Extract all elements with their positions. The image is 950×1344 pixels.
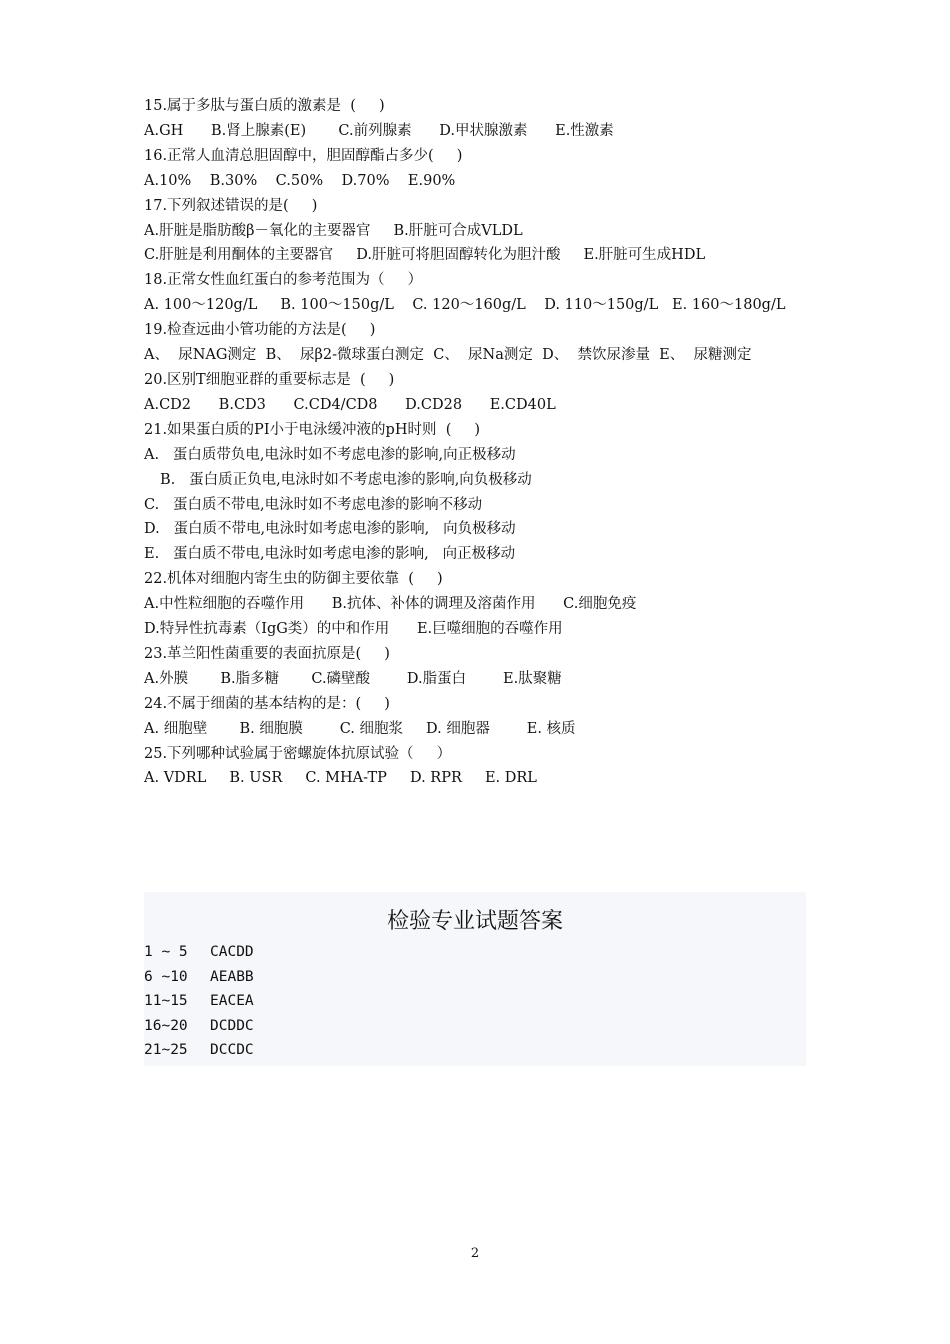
- answer-row: [144, 1038, 806, 1063]
- answer-row: [144, 989, 806, 1014]
- options-20: A.CD2 B.CD3 C.CD4/CD8 D.CD28 E.CD40L: [144, 396, 556, 413]
- options-17-a-b: A.肝脏是脂肪酸β－氧化的主要器官 B.肝脏可合成VLDL: [144, 222, 523, 239]
- answer-range: 6 ~10: [144, 968, 188, 985]
- option-21-e: E. 蛋白质不带电,电泳时如考虑电渗的影响, 向正极移动: [144, 546, 516, 563]
- question-17: 17.下列叙述错误的是( ): [144, 197, 318, 214]
- question-list: [144, 94, 808, 791]
- option-21-b: B. 蛋白质正负电,电泳时如不考虑电渗的影响,向负极移动: [160, 471, 532, 488]
- answer-value: DCCDC: [210, 1042, 254, 1059]
- question-24: 24.不属于细菌的基本结构的是：( ): [144, 695, 390, 712]
- options-19: A、 尿NAG测定 B、 尿β2-微球蛋白测定 C、 尿Na测定 D、 禁饮尿渗量 E、 尿糖测定: [144, 347, 752, 364]
- question-23: 23.革兰阳性菌重要的表面抗原是( ): [144, 645, 390, 662]
- option-21-c: C. 蛋白质不带电,电泳时如不考虑电渗的影响不移动: [144, 496, 483, 513]
- question-25: 25.下列哪种试验属于密螺旋体抗原试验（ ）: [144, 745, 452, 762]
- option-21-a: A. 蛋白质带负电,电泳时如不考虑电渗的影响,向正极移动: [144, 446, 516, 463]
- question-22: 22.机体对细胞内寄生虫的防御主要依靠 ( ): [144, 571, 443, 588]
- question-20: 20.区别T细胞亚群的重要标志是 ( ): [144, 371, 395, 388]
- options-18: A. 100～120g/L B. 100～150g/L C. 120～160g/L D. 110～150g/L E. 160～180g/L: [144, 297, 786, 314]
- answer-value: AEABB: [210, 968, 254, 985]
- question-16: 16.正常人血清总胆固醇中，胆固醇酯占多少( ): [144, 147, 463, 164]
- options-25: A. VDRL B. USR C. MHA-TP D. RPR E. DRL: [144, 770, 537, 787]
- options-22-a-c: A.中性粒细胞的吞噬作用 B.抗体、补体的调理及溶菌作用 C.细胞免疫: [144, 596, 637, 613]
- page-number: 2: [470, 1246, 480, 1261]
- answer-value: EACEA: [210, 993, 254, 1010]
- answer-range: 21~25: [144, 1042, 188, 1059]
- question-21: 21.如果蛋白质的PI小于电泳缓冲液的pH时则 ( ): [144, 421, 481, 438]
- options-22-d-e: D.特异性抗毒素（IgG类）的中和作用 E.巨噬细胞的吞噬作用: [144, 621, 563, 638]
- answer-row: [144, 1014, 806, 1039]
- answer-value: CACDD: [210, 944, 254, 960]
- question-19: 19.检查远曲小管功能的方法是( ): [144, 322, 376, 339]
- answer-row: [144, 940, 806, 965]
- options-15: A.GH B.肾上腺素(E) C.前列腺素 D.甲状腺激素 E.性激素: [144, 122, 614, 139]
- answer-value: DCDDC: [210, 1017, 254, 1034]
- answer-key-title: 检验专业试题答案: [386, 909, 563, 934]
- question-18: 18.正常女性血红蛋白的参考范围为（ ）: [144, 272, 423, 289]
- answer-key-section: [144, 892, 806, 1066]
- options-17-c-e: C.肝脏是利用酮体的主要器官 D.肝脏可将胆固醇转化为胆汁酸 E.肝脏可生成HDL: [144, 247, 706, 264]
- answer-range: 1 ~ 5: [144, 944, 188, 960]
- options-24: A. 细胞壁 B. 细胞膜 C. 细胞浆 D. 细胞器 E. 核质: [144, 720, 576, 737]
- options-23: A.外膜 B.脂多糖 C.磷壁酸 D.脂蛋白 E.肽聚糖: [144, 670, 562, 687]
- option-21-d: D. 蛋白质不带电,电泳时如考虑电渗的影响, 向负极移动: [144, 521, 516, 538]
- answer-row: [144, 965, 806, 990]
- answer-range: 11~15: [144, 993, 188, 1010]
- answer-range: 16~20: [144, 1017, 188, 1034]
- question-15: 15.属于多肽与蛋白质的激素是 ( ): [144, 98, 385, 114]
- options-16: A.10% B.30% C.50% D.70% E.90%: [144, 172, 456, 189]
